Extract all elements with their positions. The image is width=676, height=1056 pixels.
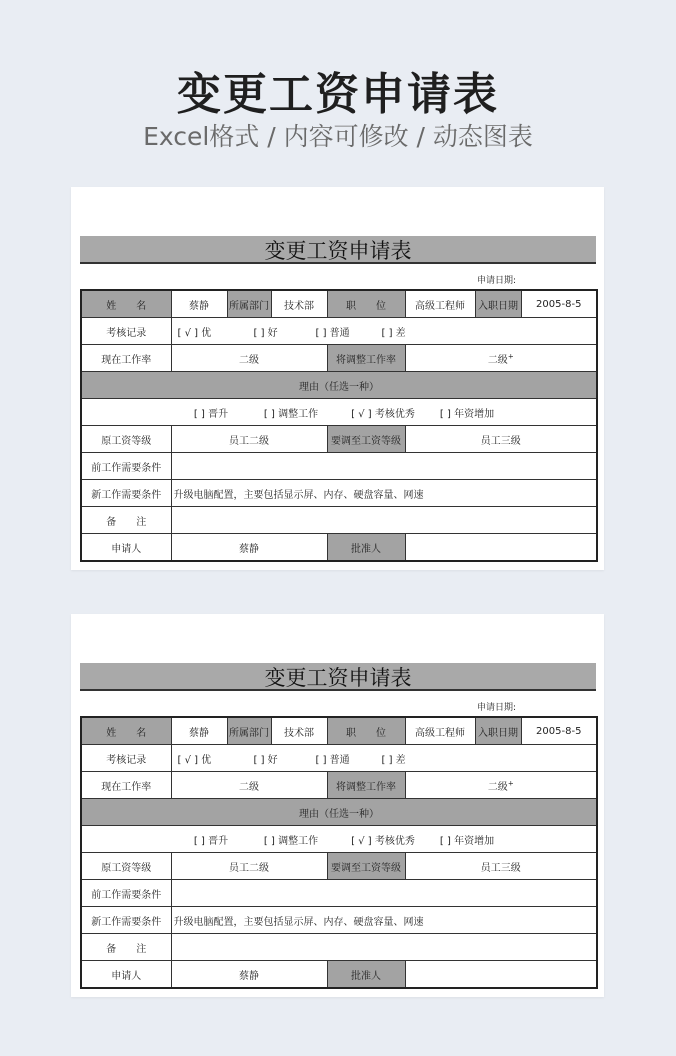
position-label: 职 位 xyxy=(327,290,405,318)
applicant-value[interactable]: 蔡静 xyxy=(171,534,327,562)
table-row xyxy=(81,826,597,853)
remarks-value[interactable] xyxy=(171,507,597,534)
salary-change-form-table xyxy=(80,289,598,562)
new-req-label: 新工作需要条件 xyxy=(81,480,171,507)
reason-option-seniority[interactable]: [ ] 年资增加 xyxy=(439,408,495,420)
table-row xyxy=(81,318,597,345)
reason-options xyxy=(81,826,597,853)
table-row xyxy=(81,880,597,907)
target-rate-label: 将调整工作率 xyxy=(327,345,405,372)
dept-value[interactable]: 技术部 xyxy=(271,290,327,318)
review-option-good[interactable]: [ ] 好 xyxy=(253,754,278,766)
review-options xyxy=(171,318,597,345)
form-title-banner: 变更工资申请表 xyxy=(80,236,596,264)
reason-option-seniority[interactable]: [ ] 年资增加 xyxy=(439,835,495,847)
approver-label: 批准人 xyxy=(327,534,405,562)
apply-date-label: 申请日期: xyxy=(476,276,516,286)
orig-grade-value[interactable]: 员工二级 xyxy=(171,426,327,453)
new-req-value[interactable]: 升级电脑配置，主要包括显示屏、内存、硬盘容量、网速 xyxy=(171,480,597,507)
review-option-normal[interactable]: [ ] 普通 xyxy=(315,754,350,766)
approver-value[interactable] xyxy=(405,961,597,989)
reason-option-review[interactable]: [ √ ] 考核优秀 xyxy=(351,408,415,420)
name-value[interactable]: 蔡静 xyxy=(171,717,227,745)
reason-options xyxy=(81,399,597,426)
approver-label: 批准人 xyxy=(327,961,405,989)
applicant-label: 申请人 xyxy=(81,534,171,562)
table-row xyxy=(81,534,597,562)
form-preview-card-2 xyxy=(71,614,604,997)
reason-option-job-adjust[interactable]: [ ] 调整工作 xyxy=(263,835,319,847)
review-label: 考核记录 xyxy=(81,318,171,345)
table-row xyxy=(81,907,597,934)
review-option-normal[interactable]: [ ] 普通 xyxy=(315,327,350,339)
apply-date-label: 申请日期: xyxy=(476,703,516,713)
reason-option-promotion[interactable]: [ ] 晋升 xyxy=(193,408,229,420)
prev-req-value[interactable] xyxy=(171,880,597,907)
table-row xyxy=(81,961,597,989)
salary-change-form-table xyxy=(80,716,598,989)
review-option-excellent[interactable]: [ √ ] 优 xyxy=(177,327,212,339)
current-rate-label: 现在工作率 xyxy=(81,345,171,372)
dept-value[interactable]: 技术部 xyxy=(271,717,327,745)
reason-label: 理由（任选一种） xyxy=(81,372,597,399)
table-row xyxy=(81,453,597,480)
table-row xyxy=(81,290,597,318)
table-row xyxy=(81,853,597,880)
table-row xyxy=(81,799,597,826)
position-value[interactable]: 高级工程师 xyxy=(405,717,475,745)
form-preview-card-1 xyxy=(71,187,604,570)
table-row xyxy=(81,772,597,799)
reason-option-review[interactable]: [ √ ] 考核优秀 xyxy=(351,835,415,847)
target-rate-mark: + xyxy=(507,779,514,788)
hire-date-label: 入职日期 xyxy=(475,717,521,745)
position-value[interactable]: 高级工程师 xyxy=(405,290,475,318)
review-option-poor[interactable]: [ ] 差 xyxy=(381,327,406,339)
dept-label: 所属部门 xyxy=(227,717,271,745)
remarks-value[interactable] xyxy=(171,934,597,961)
current-rate-value[interactable]: 二级 xyxy=(171,345,327,372)
table-row xyxy=(81,426,597,453)
target-rate-value: 二级 xyxy=(487,781,508,793)
new-grade-value[interactable]: 员工三级 xyxy=(405,853,597,880)
table-row xyxy=(81,372,597,399)
new-req-value[interactable]: 升级电脑配置，主要包括显示屏、内存、硬盘容量、网速 xyxy=(171,907,597,934)
applicant-value[interactable]: 蔡静 xyxy=(171,961,327,989)
table-row xyxy=(81,717,597,745)
new-grade-value[interactable]: 员工三级 xyxy=(405,426,597,453)
new-grade-label: 要调至工资等级 xyxy=(327,426,405,453)
orig-grade-label: 原工资等级 xyxy=(81,426,171,453)
name-label: 姓 名 xyxy=(81,717,171,745)
approver-value[interactable] xyxy=(405,534,597,562)
review-option-good[interactable]: [ ] 好 xyxy=(253,327,278,339)
hire-date-label: 入职日期 xyxy=(475,290,521,318)
remarks-label: 备 注 xyxy=(81,507,171,534)
page-title: 变更工资申请表 xyxy=(177,69,499,120)
prev-req-value[interactable] xyxy=(171,453,597,480)
table-row xyxy=(81,745,597,772)
current-rate-label: 现在工作率 xyxy=(81,772,171,799)
dept-label: 所属部门 xyxy=(227,290,271,318)
review-label: 考核记录 xyxy=(81,745,171,772)
orig-grade-label: 原工资等级 xyxy=(81,853,171,880)
current-rate-value[interactable]: 二级 xyxy=(171,772,327,799)
form-title-banner: 变更工资申请表 xyxy=(80,663,596,691)
name-label: 姓 名 xyxy=(81,290,171,318)
reason-option-job-adjust[interactable]: [ ] 调整工作 xyxy=(263,408,319,420)
new-req-label: 新工作需要条件 xyxy=(81,907,171,934)
review-option-excellent[interactable]: [ √ ] 优 xyxy=(177,754,212,766)
applicant-label: 申请人 xyxy=(81,961,171,989)
table-row xyxy=(81,399,597,426)
table-row xyxy=(81,345,597,372)
name-value[interactable]: 蔡静 xyxy=(171,290,227,318)
reason-option-promotion[interactable]: [ ] 晋升 xyxy=(193,835,229,847)
target-rate-mark: + xyxy=(507,352,514,361)
hire-date-value[interactable]: 2005-8-5 xyxy=(521,717,597,745)
table-row xyxy=(81,507,597,534)
reason-label: 理由（任选一种） xyxy=(81,799,597,826)
hire-date-value[interactable]: 2005-8-5 xyxy=(521,290,597,318)
position-label: 职 位 xyxy=(327,717,405,745)
new-grade-label: 要调至工资等级 xyxy=(327,853,405,880)
target-rate-label: 将调整工作率 xyxy=(327,772,405,799)
target-rate-cell[interactable] xyxy=(405,345,597,372)
orig-grade-value[interactable]: 员工二级 xyxy=(171,853,327,880)
target-rate-cell[interactable] xyxy=(405,772,597,799)
prev-req-label: 前工作需要条件 xyxy=(81,453,171,480)
review-options xyxy=(171,745,597,772)
table-row xyxy=(81,480,597,507)
review-option-poor[interactable]: [ ] 差 xyxy=(381,754,406,766)
table-row xyxy=(81,934,597,961)
remarks-label: 备 注 xyxy=(81,934,171,961)
target-rate-value: 二级 xyxy=(487,354,508,366)
prev-req-label: 前工作需要条件 xyxy=(81,880,171,907)
page-subtitle: Excel格式 / 内容可修改 / 动态图表 xyxy=(143,122,533,151)
